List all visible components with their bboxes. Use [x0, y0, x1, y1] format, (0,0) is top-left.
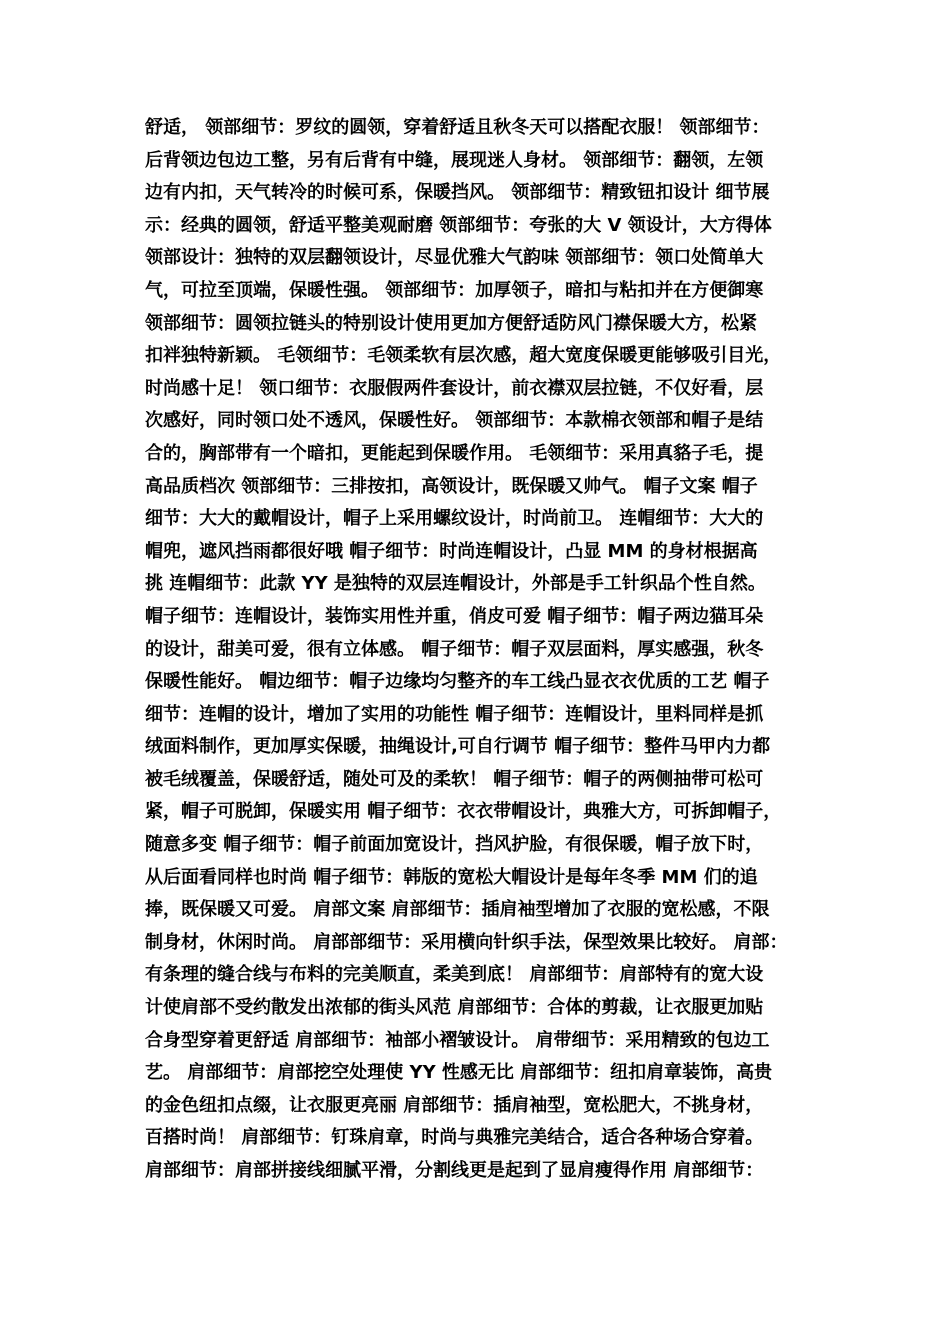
text-line: 的金色纽扣点缀，让衣服更亮丽 肩部细节：插肩袖型，宽松肥大，不挑身材， — [145, 1094, 764, 1116]
text-line: 保暖性能好。 帽边细节：帽子边缘均匀整齐的车工线凸显衣衣优质的工艺 帽子 — [145, 671, 770, 693]
text-line: 合的，胸部带有一个暗扣，更能起到保暖作用。 毛领细节：采用真貉子毛，提 — [145, 442, 764, 464]
text-line: 扣袢独特新颖。 毛领细节：毛领柔软有层次感，超大宽度保暖更能够吸引目光， — [145, 345, 782, 367]
text-line: 肩部细节：肩部拼接线细腻平滑，分割线更是起到了显肩瘦得作用 肩部细节： — [145, 1160, 764, 1181]
text-line: 后背领边包边工整，另有后背有中缝，展现迷人身材。 领部细节：翻领，左领 — [145, 149, 764, 171]
text-line: 绒面料制作，更加厚实保暖，抽绳设计,可自行调节 帽子细节：整件马甲内力都 — [145, 736, 771, 758]
text-line: 的设计，甜美可爱，很有立体感。 帽子细节：帽子双层面料，厚实感强，秋冬 — [145, 638, 764, 660]
text-line: 示：经典的圆领，舒适平整美观耐磨 领部细节：夸张的大 V 领设计，大方得体 — [145, 214, 772, 236]
text-line: 制身材，休闲时尚。 肩部部细节：采用横向针织手法，保型效果比较好。 肩部： — [145, 931, 788, 953]
text-line: 气，可拉至顶端，保暖性强。 领部细节：加厚领子，暗扣与粘扣并在方便御寒 — [145, 279, 764, 301]
text-line: 领部设计：独特的双层翻领设计，尽显优雅大气韵味 领部细节：领口处简单大 — [145, 247, 764, 269]
text-line: 捧，既保暖又可爱。 肩部文案 肩部细节：插肩袖型增加了衣服的宽松感，不限 — [145, 899, 770, 921]
text-line: 次感好，同时领口处不透风，保暖性好。 领部细节：本款棉衣领部和帽子是结 — [145, 410, 764, 432]
text-line: 边有内扣，天气转冷的时候可系，保暖挡风。 领部细节：精致钮扣设计 细节展 — [145, 182, 770, 204]
text-line: 计使肩部不受约散发出浓郁的街头风范 肩部细节：合体的剪裁，让衣服更加贴 — [145, 997, 764, 1019]
text-line: 有条理的缝合线与布料的完美顺直，柔美到底！ 肩部细节：肩部特有的宽大设 — [145, 964, 764, 986]
text-line: 紧，帽子可脱卸，保暖实用 帽子细节：衣衣带帽设计，典雅大方，可拆卸帽子， — [145, 801, 782, 823]
text-line: 舒适， 领部细节：罗纹的圆领，穿着舒适且秋冬天可以搭配衣服！ 领部细节： — [145, 117, 770, 138]
text-line: 高品质档次 领部细节：三排按扣，高领设计，既保暖又帅气。 帽子文案 帽子 — [145, 475, 758, 497]
text-line: 随意多变 帽子细节：帽子前面加宽设计，挡风护脸，有很保暖，帽子放下时， — [145, 834, 764, 856]
text-line: 百搭时尚！ 肩部细节：钉珠肩章，时尚与典雅完美结合，适合各种场合穿着。 — [145, 1127, 764, 1149]
text-line: 领部细节：圆领拉链头的特别设计使用更加方便舒适防风门襟保暖大方，松紧 — [145, 312, 757, 334]
text-line: 被毛绒覆盖，保暖舒适，随处可及的柔软！ 帽子细节：帽子的两侧抽带可松可 — [145, 768, 764, 790]
text-line: 细节：大大的戴帽设计，帽子上采用螺纹设计，时尚前卫。 连帽细节：大大的 — [145, 508, 764, 530]
text-line: 合身型穿着更舒适 肩部细节：袖部小褶皱设计。 肩带细节：采用精致的包边工 — [145, 1029, 770, 1051]
body-text — [145, 112, 835, 1188]
text-line: 挑 连帽细节：此款 YY 是独特的双层连帽设计，外部是手工针织品个性自然。 — [145, 573, 766, 595]
text-line: 细节：连帽的设计，增加了实用的功能性 帽子细节：连帽设计，里料同样是抓 — [145, 703, 764, 725]
text-line: 从后面看同样也时尚 帽子细节：韩版的宽松大帽设计是每年冬季 MM 们的追 — [145, 866, 758, 888]
text-line: 艺。 肩部细节：肩部挖空处理使 YY 性感无比 肩部细节：纽扣肩章装饰，高贵 — [145, 1062, 773, 1084]
text-line: 时尚感十足！ 领口细节：衣服假两件套设计，前衣襟双层拉链，不仅好看，层 — [145, 377, 764, 399]
text-line: 帽子细节：连帽设计，装饰实用性并重，俏皮可爱 帽子细节：帽子两边猫耳朵 — [145, 605, 764, 627]
text-line: 帽兜，遮风挡雨都很好哦 帽子细节：时尚连帽设计，凸显 MM 的身材根据高 — [145, 540, 758, 562]
